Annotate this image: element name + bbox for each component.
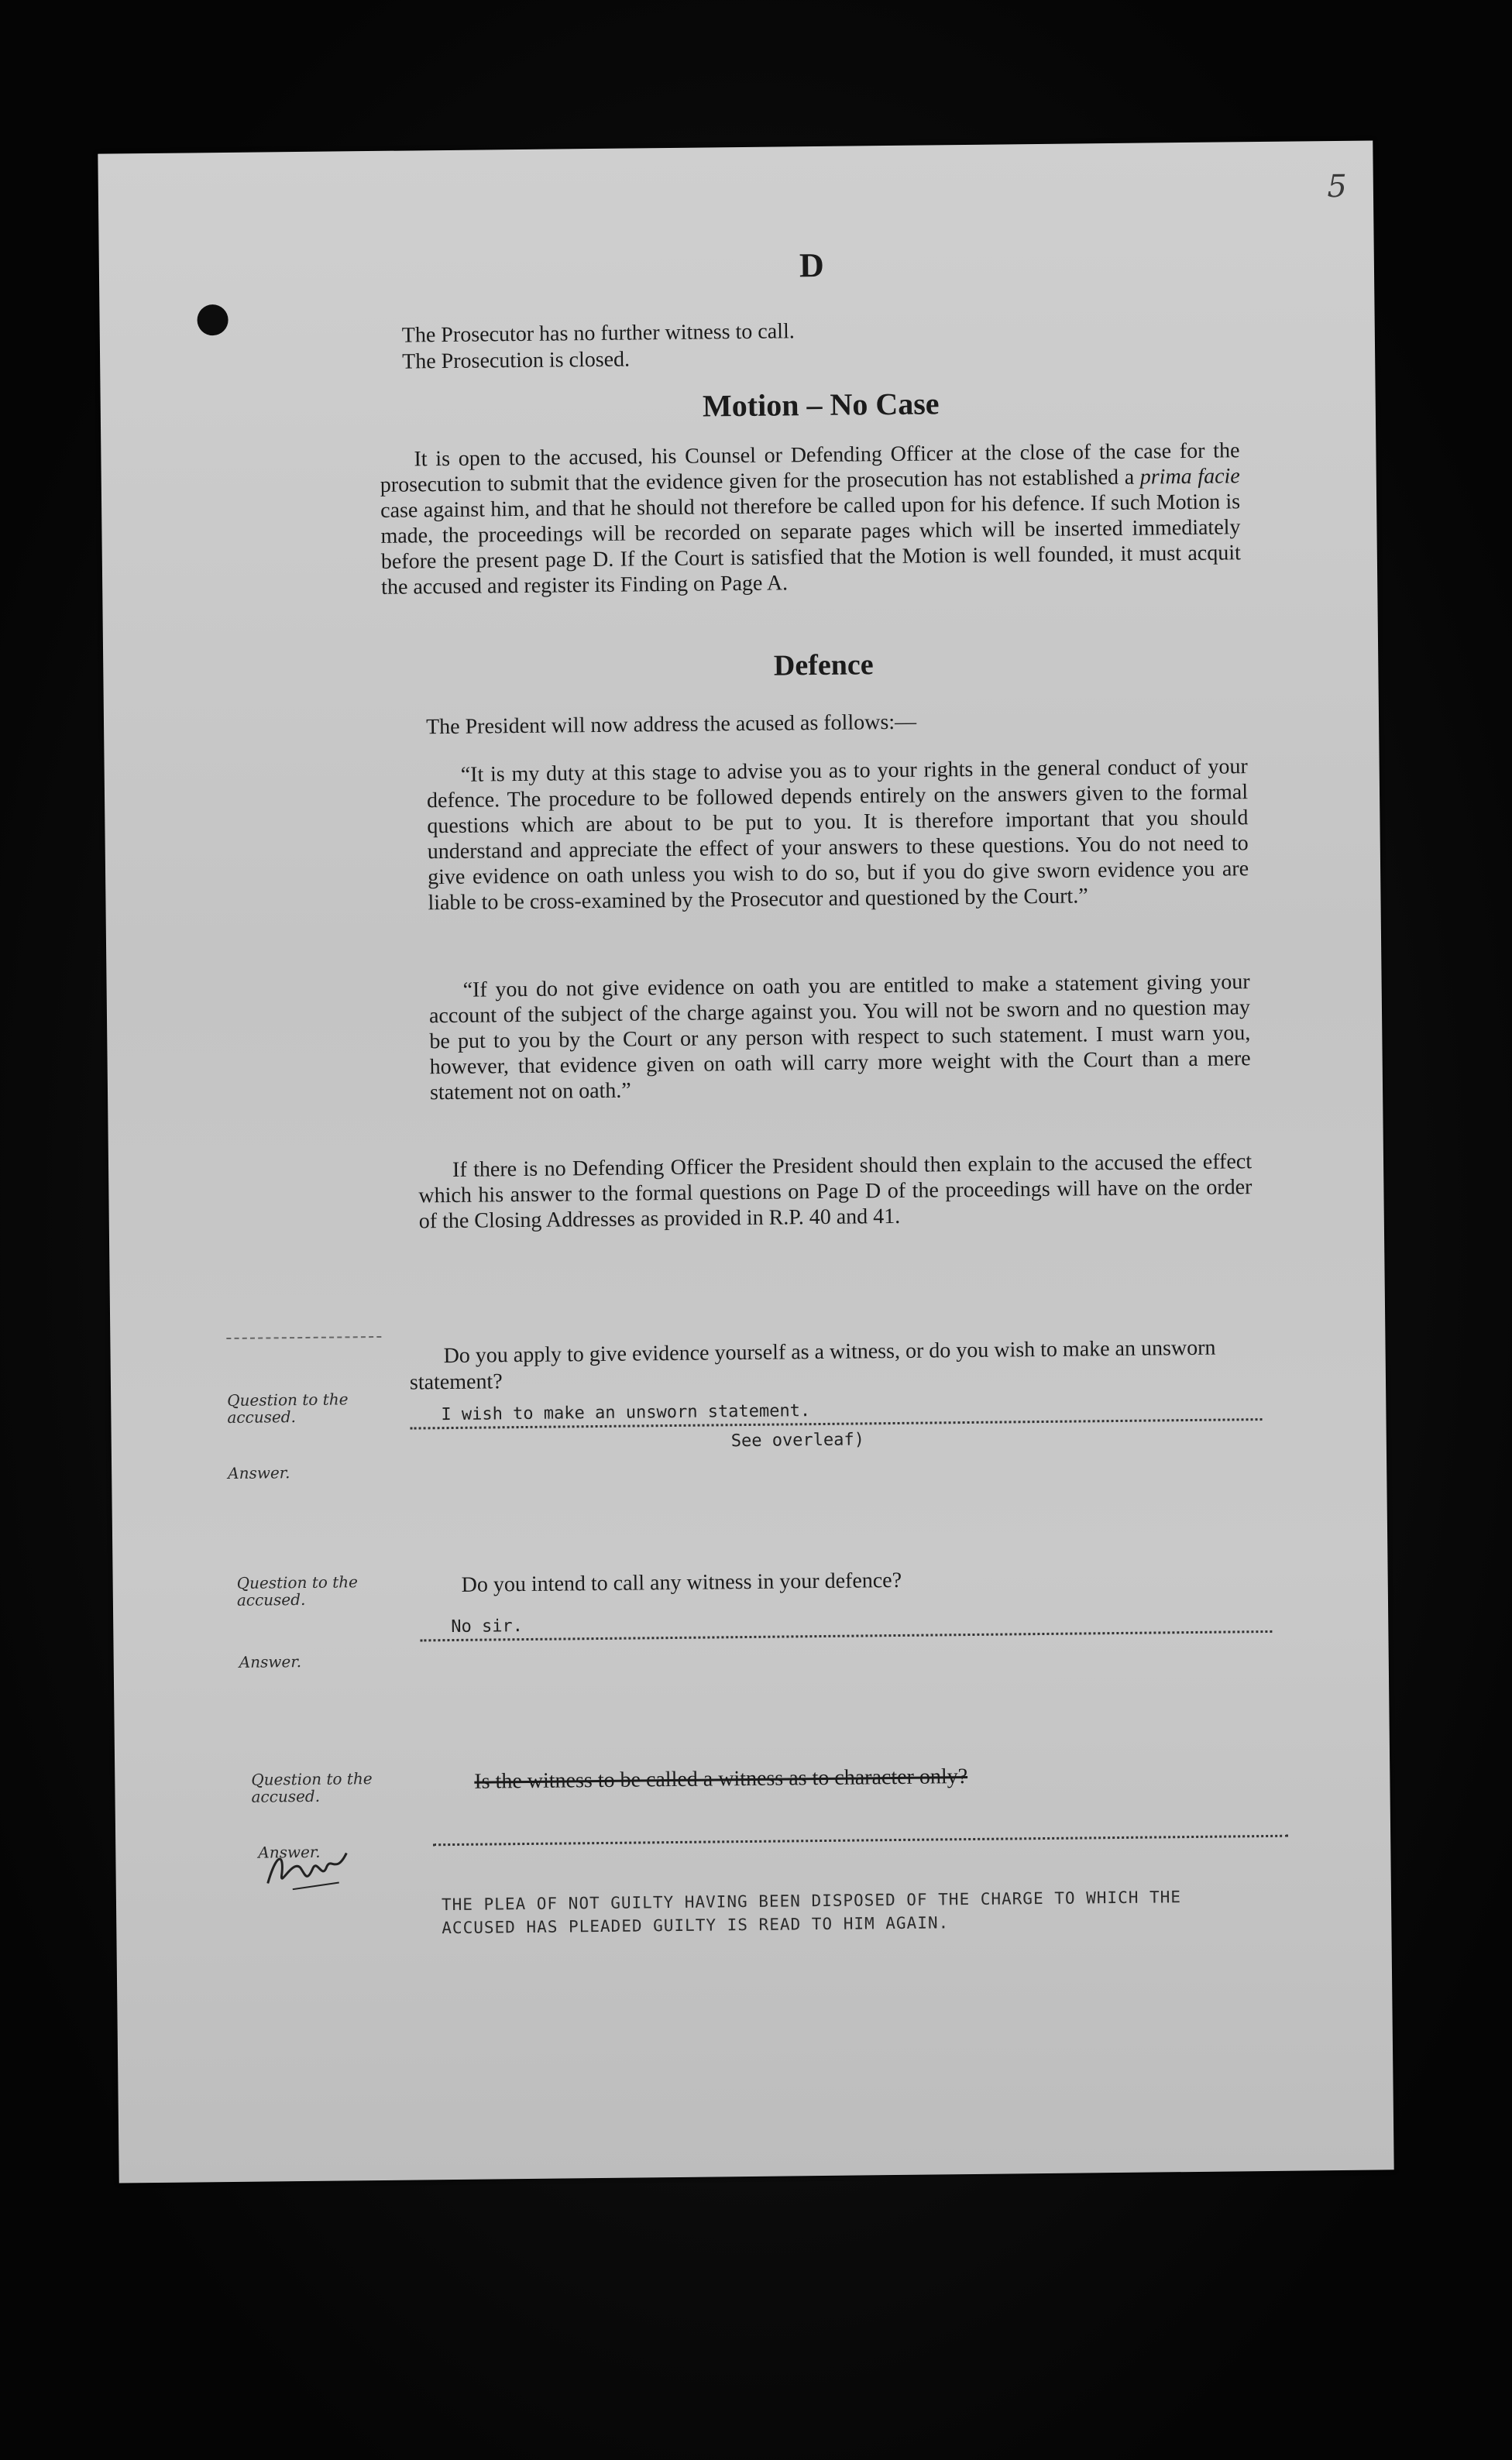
motion-italic: prima facie (1139, 464, 1240, 490)
prosecutor-statement (402, 314, 1239, 375)
motion-paragraph (380, 438, 1241, 600)
document-page (98, 140, 1393, 2183)
question-2: Do you intend to call any witness in your defence? (461, 1568, 902, 1597)
margin-question-label-3: Question to the accused. (251, 1769, 373, 1806)
defence-intro: The President will now address the acused as follows:— (425, 709, 917, 740)
divider (226, 1336, 381, 1339)
question-1: Do you apply to give evidence yourself as a witness, or do you wish to make an unsworn statement? (409, 1335, 1216, 1395)
plea-stamp-text: THE PLEA OF NOT GUILTY HAVING BEEN DISPOSED OF THE CHARGE TO WHICH THE ACCUSED HAS PLEADED GUILTY IS READ TO HIM AGAIN. (441, 1888, 1182, 1938)
motion-text-1: It is open to the accused, his Counsel or Defending Officer at the close of the case for the prosecution to submit that the evidence given for the prosecution has not established a (380, 438, 1240, 497)
defending-officer-note: If there is no Defending Officer the President should then explain to the accused the effect which his answer to the formal questions on Page D of the proceedings will have on the order of the Closing Addresses as provided in R.P. 40 and 41. (418, 1149, 1253, 1234)
answer-1: I wish to make an unsworn statement. (410, 1395, 1262, 1430)
page-number: 5 (1327, 168, 1348, 205)
margin-answer-label-2: Answer. (239, 1652, 302, 1671)
handwritten-initials-icon (261, 1843, 355, 1898)
margin-answer-label-1: Answer. (228, 1463, 290, 1483)
margin-answer-label-3: Answer. (258, 1842, 321, 1862)
defence-title: Defence (773, 648, 874, 682)
answer-3 (433, 1812, 1288, 1847)
answer-1-note: See overleaf) (730, 1430, 865, 1452)
motion-text-2: case against him, and that he should not therefore be called upon for his defence. If such Motion is made, the proceedings will be recorded on separate pages which will be inserted immediately before the present page D. If the Court is satisfied that the Motion is well founded, it must acquit the accused and register its Finding on Page A. (380, 490, 1241, 600)
president-quote-1: “It is my duty at this stage to advise you as to your rights in the general conduct of your defence. The procedure to be followed depends entirely on the answers given to the formal questions which are about to be put to you. It is therefore important that you should understand and appreciate the effect of your answers to these questions. You do not need to give evidence on oath unless you wish to do so, but if you do give sworn evidence you are liable to be cross-examined by the Prosecutor and questioned by the Court.” (426, 754, 1249, 916)
prosecutor-line-2: The Prosecution is closed. (401, 347, 631, 374)
motion-title: Motion – No Case (702, 386, 940, 424)
prosecutor-line-1: The Prosecutor has no further witness to call. (401, 319, 795, 348)
answer-2: No sir. (420, 1607, 1272, 1642)
question-3: Is the witness to be called a witness as to character only? (474, 1764, 968, 1794)
margin-question-label-1: Question to the accused. (227, 1390, 349, 1428)
margin-question-label-2: Question to the accused. (236, 1572, 359, 1610)
president-quote-2: “If you do not give evidence on oath you are entitled to make a statement giving your account of the subject of the charge against you. You will not be sworn and no question may be put to you by the Court or any person with respect to such statement. I must warn you, however, that evidence given on oath will carry more weight with the Court than a mere statement not on oath.” (428, 970, 1251, 1105)
page-letter: D (799, 246, 825, 285)
punch-hole-icon (197, 304, 228, 335)
